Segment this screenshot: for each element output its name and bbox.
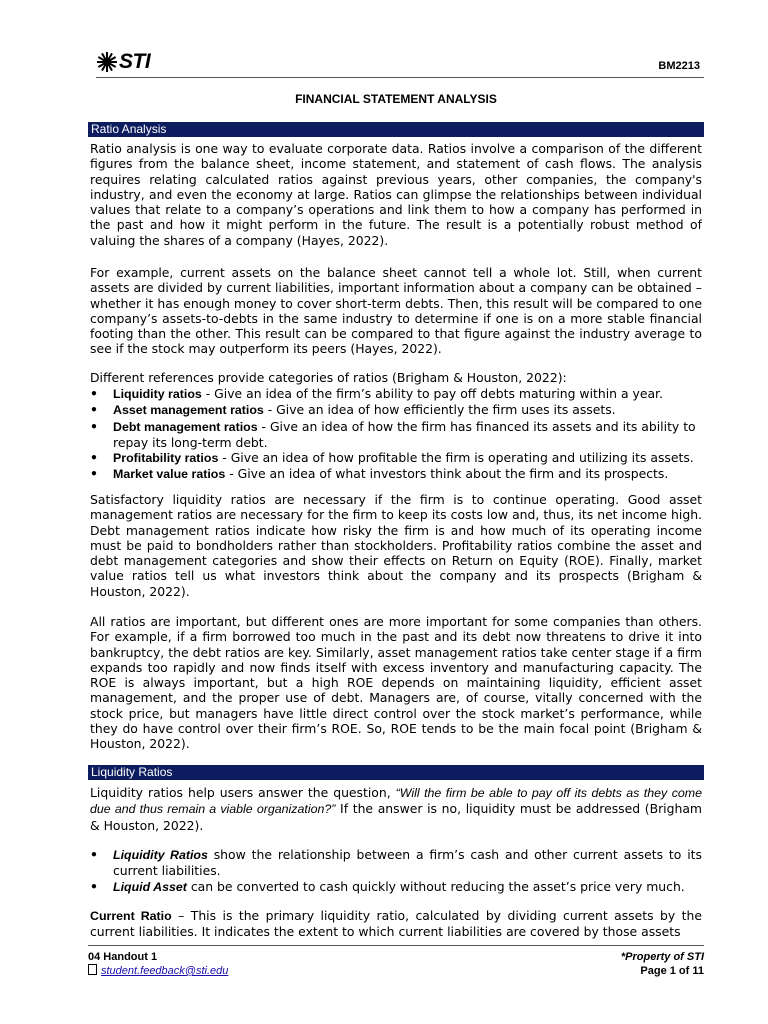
list-item-term: Liquidity ratios: [113, 387, 202, 401]
bullet-icon: •: [90, 402, 98, 418]
paragraph-categories-intro: Different references provide categories of ratios (Brigham & Houston, 2022):: [90, 370, 567, 385]
feedback-line: [88, 964, 228, 978]
list-item: [90, 402, 702, 418]
list-item-term: Market value ratios: [113, 467, 226, 482]
page-title: FINANCIAL STATEMENT ANALYSIS: [295, 92, 497, 106]
bullet-icon: •: [90, 418, 98, 434]
list-item-term: Liquid Asset: [113, 879, 187, 894]
bullet-icon: •: [90, 386, 98, 401]
list-item-term: Profitability ratios: [113, 451, 219, 466]
list-item: [90, 879, 702, 895]
list-item-text: - Give an idea of how profitable the firm is operating and utilizing its assets.: [218, 450, 694, 466]
sti-logo-mark-icon: [96, 51, 118, 73]
footer-right: [621, 950, 704, 978]
bullet-icon: •: [90, 878, 98, 894]
list-item-text: - Give an idea of how the firm has financed its assets and its ability to repay its long-term debt.: [113, 418, 696, 450]
list-item-text: - Give an idea of what investors think about the firm and its prospects.: [225, 466, 669, 482]
mail-icon: [88, 964, 97, 975]
page-header: [96, 50, 704, 84]
sti-logo: [96, 50, 150, 74]
paragraph-liquidity-question: [90, 785, 702, 833]
list-item-text: - Give an idea of how efficiently the firm uses its assets.: [263, 402, 616, 418]
bullet-icon: •: [90, 847, 98, 862]
logo-text: STI: [119, 50, 151, 73]
property-label: *Property of STI: [620, 951, 704, 963]
bullet-icon: •: [90, 450, 98, 466]
header-divider: [96, 77, 704, 78]
list-item: [90, 847, 702, 879]
paragraph-importance: All ratios are important, but different ones are more important for some companies than others. For example, if a firm borrowed too much in the past and its debt now threatens to drive it into bankruptcy, the debt ratios are key. Similarly, asset management ratios take center stage if a firm expands too rapidly and now finds itself with excess inventory and manufacturing capacity. The ROE is always important, but a high ROE depends on maintaining liquidity, efficient asset management, and the proper use of debt. Managers are, of course, vitally concerned with the stock price, but managers have little direct control over the stock market’s performance, while they do have control over their firm’s ROE. So, ROE tends to be the main focal point (Brigham & Houston, 2022).: [90, 614, 702, 752]
liquidity-question-lead: Liquidity ratios help users answer the question,: [90, 785, 396, 800]
list-item: [90, 419, 702, 451]
list-item: [90, 466, 702, 482]
bullet-icon: •: [90, 466, 98, 482]
list-item: [90, 386, 702, 402]
liquidity-question-tail: If the answer is no, liquidity must be addressed (Brigham & Houston, 2022).: [90, 801, 702, 833]
page-number: Page 1 of 11: [640, 965, 704, 977]
list-item-term: Asset management ratios: [113, 403, 264, 418]
paragraph-current-ratio: [90, 908, 702, 940]
feedback-email-link[interactable]: student.feedback@sti.edu: [101, 965, 229, 977]
section-heading-ratio-analysis: Ratio Analysis: [88, 122, 704, 137]
document-code: BM2213: [658, 60, 700, 72]
paragraph-intro: Ratio analysis is one way to evaluate corporate data. Ratios involve a comparison of the different figures from the balance sheet, income statement, and statement of cash flows. The analysis requires relating calculated ratios against previous years, other companies, the company's industry, and even the economy at large. Ratios can glimpse the relationships between individual values that relate to a company’s operations and link them to how a company has performed in the past and how it might perform in the future. The result is a potentially robust method of valuing the shares of a company (Hayes, 2022).: [90, 141, 702, 248]
footer-left: [88, 950, 228, 978]
list-item-term: Liquidity Ratios: [113, 848, 208, 862]
footer-divider: [88, 945, 704, 946]
liquidity-terms-list: [90, 847, 702, 895]
list-item-text: can be converted to cash quickly without reducing the asset’s price very much.: [186, 878, 685, 894]
liquidity-question-quote: “Will the firm be able to pay off its debts as they come due and thus remain a viable organization?”: [90, 786, 703, 817]
section-heading-liquidity-ratios: Liquidity Ratios: [88, 765, 704, 780]
current-ratio-text: – This is the primary liquidity ratio, calculated by dividing current assets by the current liabilities. It indicates the extent to which current liabilities are covered by those assets: [90, 908, 702, 940]
list-item-text: - Give an idea of the firm’s ability to pay off debts maturing within a year.: [201, 386, 663, 401]
current-ratio-term: Current Ratio: [90, 909, 172, 923]
list-item-term: Debt management ratios: [113, 419, 258, 434]
ratio-categories-list: [90, 386, 702, 483]
paragraph-example: For example, current assets on the balance sheet cannot tell a whole lot. Still, when current assets are divided by current liabilities, important information about a company can be obtained –whether it has enough money to cover short-term debts. Then, this result will be compared to one company’s assets-to-debts in the same industry to determine if one is on a more stable financial footing than the other. This result can be compared to that figure against the industry average to see if the stock may outperform its peers (Hayes, 2022).: [90, 265, 702, 357]
list-item-text: show the relationship between a firm’s cash and other current assets to its current liabilities.: [113, 847, 702, 879]
list-item: [90, 450, 702, 466]
handout-label: 04 Handout 1: [88, 951, 158, 963]
paragraph-satisfactory: Satisfactory liquidity ratios are necessary if the firm is to continue operating. Good asset management ratios are necessary for the firm to keep its costs low and, thus, its net income high. Debt management ratios indicate how risky the firm is and how much of its operating income must be paid to bondholders rather than stockholders. Profitability ratios combine the asset and debt management categories and show their effects on Return on Equity (ROE). Finally, market value ratios tell us what investors think about the company and its prospects (Brigham & Houston, 2022).: [90, 492, 702, 599]
